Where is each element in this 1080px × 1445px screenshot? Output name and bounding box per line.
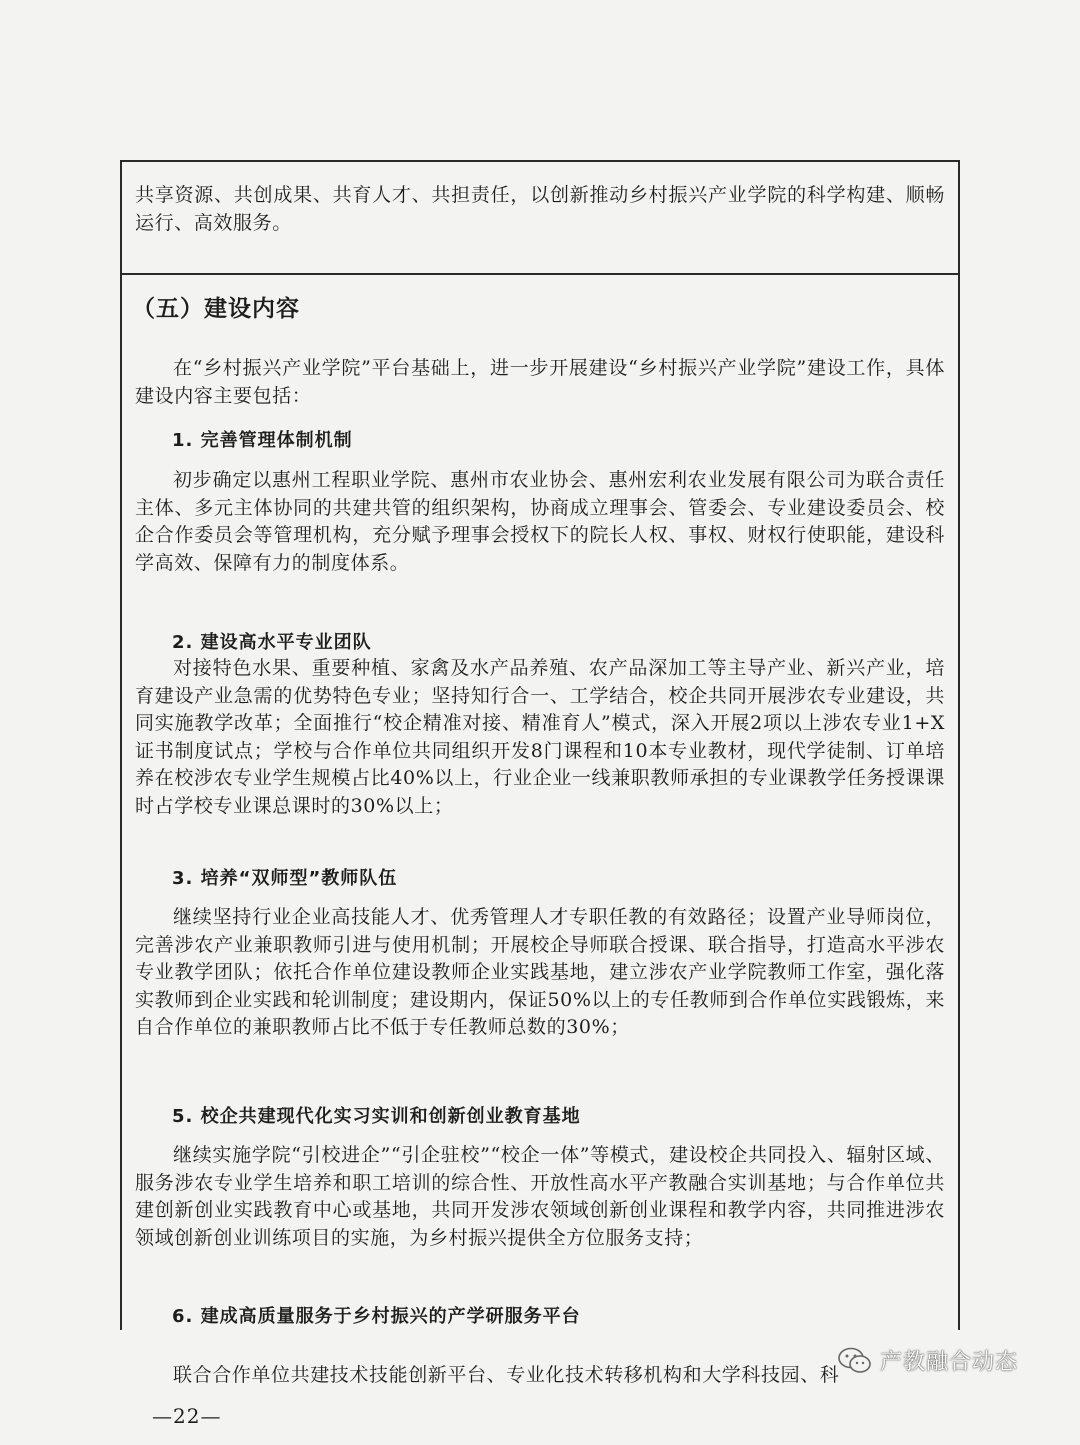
watermark-label: 产教融合动态: [880, 1350, 1019, 1375]
item-body-1: 初步确定以惠州工程职业学院、惠州市农业协会、惠州宏利农业发展有限公司为联合责任主体、多元主体协同的共建共管的组织架构，协商成立理事会、管委会、专业建设委员会、校企合作委员会等管理机构，充分赋予理事会授权下的院长人权、事权、财权行使职能，建设科学高效、保障有力的制度体系。: [135, 469, 945, 574]
item-body-6: 联合合作单位共建技术技能创新平台、专业化技术转移机构和大学科技园、科: [173, 1364, 840, 1386]
row-divider: [120, 273, 960, 275]
item-heading-3: 3. 培养“双师型”教师队伍: [172, 868, 398, 889]
page-number: —22—: [152, 1404, 222, 1428]
item-heading-6: 6. 建成高质量服务于乡村振兴的产学研服务平台: [172, 1306, 581, 1327]
item-body-3: 继续坚持行业企业高技能人才、优秀管理人才专职任教的有效路径；设置产业导师岗位，完善涉农产业兼职教师引进与使用机制；开展校企导师联合授课、联合指导，打造高水平涉农专业教学团队；依托合作单位建设教师企业实践基地，建立涉农产业学院教师工作室，强化落实教师到企业实践和轮训制度；建设期内，保证50%以上的专任教师到合作单位实践锻炼，来自合作单位的兼职教师占比不低于专任教师总数的30%；: [135, 906, 945, 1038]
item-body-2: 对接特色水果、重要种植、家禽及水产品养殖、农产品深加工等主导产业、新兴产业，培育建设产业急需的优势特色专业；坚持知行合一、工学结合，校企共同开展涉农专业建设，共同实施教学改革；全面推行“校企精准对接、精准育人”模式，深入开展2项以上涉农专业1+X证书制度试点；学校与合作单位共同组织开发8门课程和10本专业教材，现代学徒制、订单培养在校涉农专业学生规模占比40%以上，行业企业一线兼职教师承担的专业课教学任务授课课时占学校专业课总课时的30%以上；: [135, 657, 945, 817]
item-body-5: 继续实施学院“引校进企”“引企驻校”“校企一体”等模式，建设校企共同投入、辐射区域、服务涉农专业学生培养和职工培训的综合性、开放性高水平产教融合实训基地；与合作单位共建创新创业实践教育中心或基地，共同开发涉农领域创新创业课程和教学内容，共同推进涉农领域创新创业训练项目的实施，为乡村振兴提供全方位服务支持；: [135, 1144, 945, 1249]
watermark: [838, 1345, 1018, 1376]
item-heading-1: 1. 完善管理体制机制: [172, 430, 353, 451]
intro-paragraph: 共享资源、共创成果、共育人才、共担责任，以创新推动乡村振兴产业学院的科学构建、顺畅运行、高效服务。: [135, 184, 945, 234]
item-heading-5: 5. 校企共建现代化实习实训和创新创业教育基地: [172, 1106, 581, 1127]
item-heading-2: 2. 建设高水平专业团队: [172, 632, 372, 653]
section-lead: 在“乡村振兴产业学院”平台基础上，进一步开展建设“乡村振兴产业学院”建设工作，具体建设内容主要包括：: [135, 357, 945, 407]
section-title: （五）建设内容: [132, 296, 300, 322]
wechat-icon: [838, 1347, 872, 1375]
top-faint-area: [0, 0, 1080, 160]
